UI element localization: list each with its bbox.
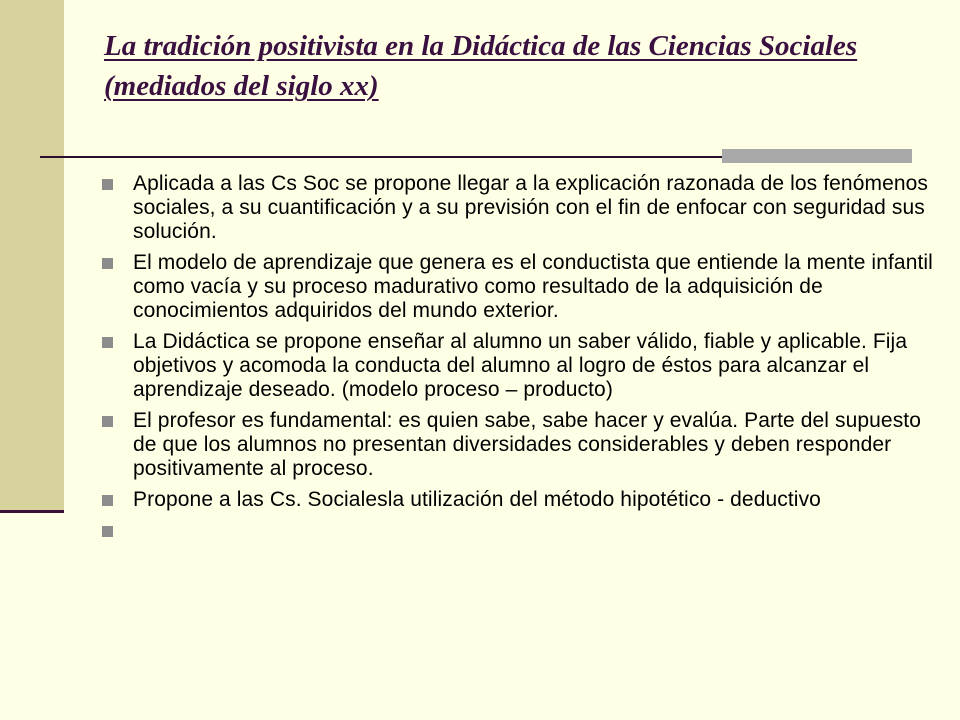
bullet-item	[100, 409, 936, 481]
bullet-text: La Didáctica se propone enseñar al alumno un saber válido, fiable y aplicable. Fija objetivos y acomoda la conducta del alumno al logro de éstos para alcanzar el aprendizaje deseado. (modelo proceso – producto)	[133, 330, 908, 401]
bullet-list	[100, 172, 936, 550]
left-band-underline	[0, 510, 64, 513]
square-bullet-icon	[102, 526, 113, 537]
square-bullet-icon	[102, 179, 113, 190]
square-bullet-icon	[102, 258, 113, 269]
bullet-text: Aplicada a las Cs Soc se propone llegar a la explicación razonada de los fenómenos sociales, a su cuantificación y a su previsión con el fin de enfocar con seguridad sus solución.	[133, 172, 929, 243]
bullet-text: El profesor es fundamental: es quien sabe, sabe hacer y evalúa. Parte del supuesto de que los alumnos no presentan diversidades considerables y deben responder positivamente al proceso.	[133, 409, 922, 480]
square-bullet-icon	[102, 337, 113, 348]
left-decorative-band	[0, 0, 64, 512]
slide-title: La tradición positivista en la Didáctica de las Ciencias Sociales (mediados del siglo xx)	[104, 30, 858, 102]
square-bullet-icon	[102, 416, 113, 427]
square-bullet-icon	[102, 495, 113, 506]
bullet-item	[100, 488, 936, 512]
title-divider-accent	[722, 149, 912, 163]
bullet-item	[100, 251, 936, 323]
bullet-item	[100, 172, 936, 244]
bullet-item	[100, 330, 936, 402]
bullet-text: El modelo de aprendizaje que genera es el conductista que entiende la mente infantil como vacía y su proceso madurativo como resultado de la adquisición de conocimientos adquiridos del mundo exterior.	[133, 251, 933, 322]
bullet-item-empty	[100, 519, 936, 543]
bullet-text: Propone a las Cs. Socialesla utilización del método hipotético - deductivo	[133, 488, 821, 511]
